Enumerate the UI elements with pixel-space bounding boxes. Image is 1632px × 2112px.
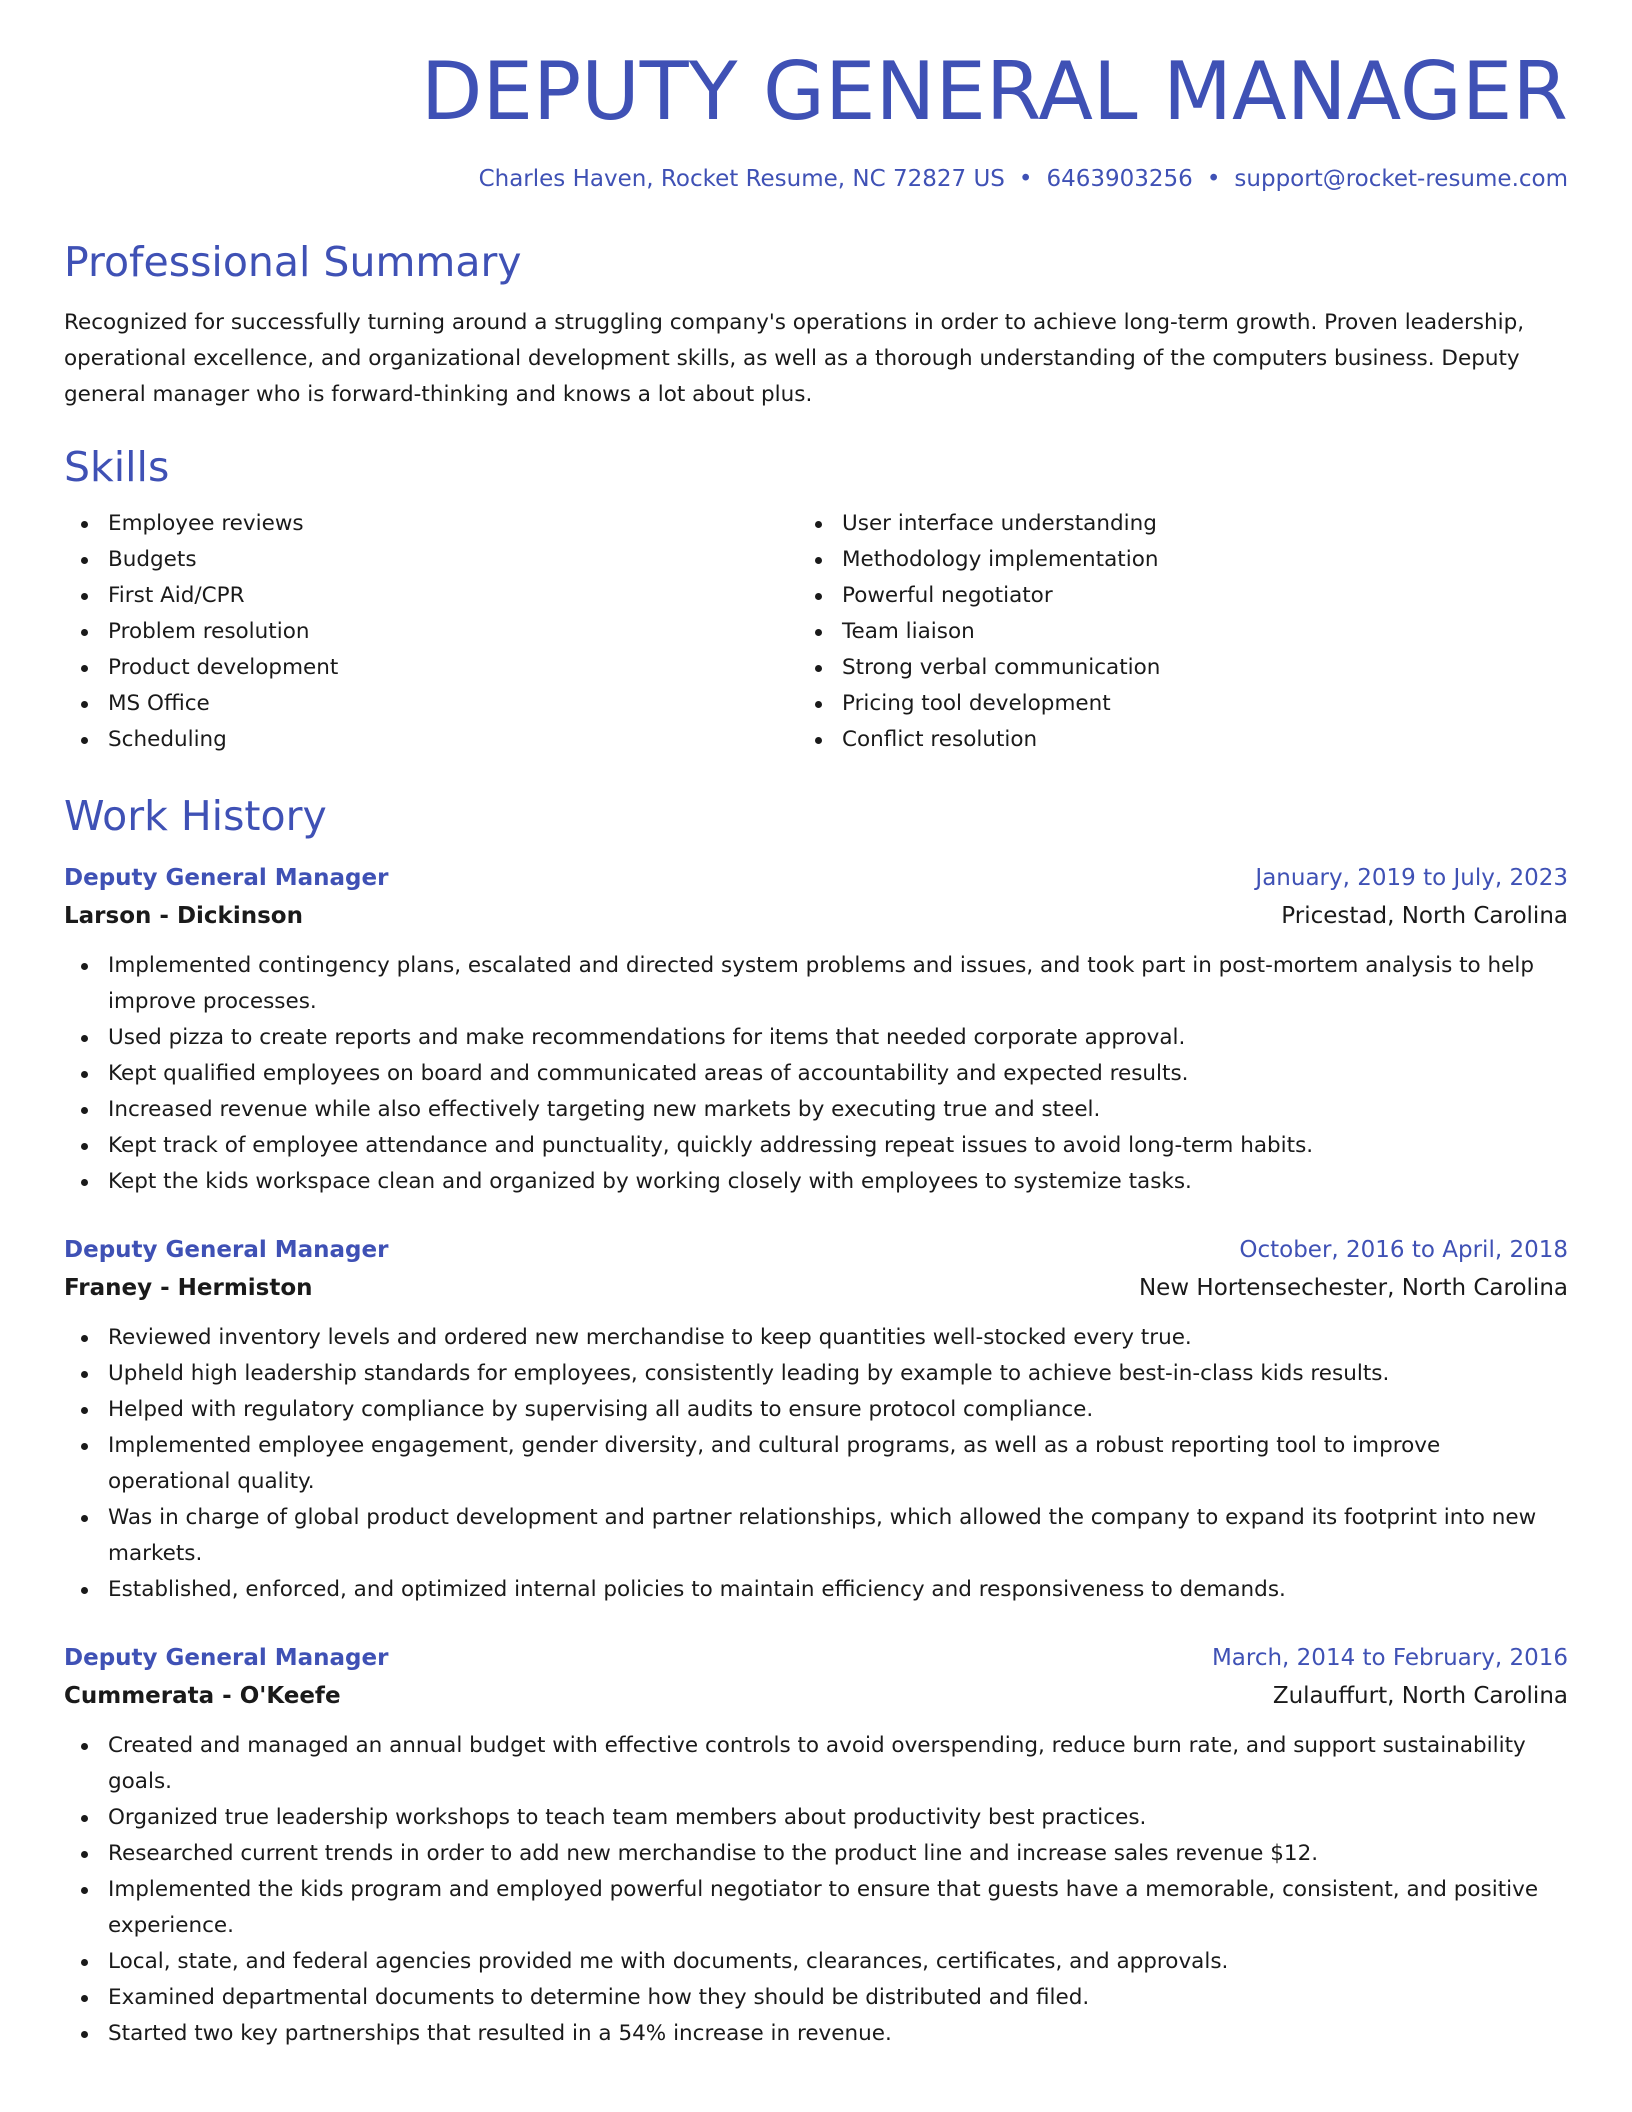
job-bullet: Examined departmental documents to determine how they should be distributed and filed. [64,1980,1568,2016]
job-bullet: Kept track of employee attendance and punctuality, quickly addressing repeat issues to avoid long-term habits. [64,1128,1568,1164]
job-header-row [64,1640,1568,1676]
job-title: Deputy General Manager [64,864,389,891]
job-bullet: Upheld high leadership standards for employees, consistently leading by example to achieve best-in-class kids results. [64,1356,1568,1392]
skill-item: User interface understanding [798,506,1532,542]
skills-heading: Skills [64,443,170,492]
skills-list-left [64,506,798,758]
job-dates: March, 2014 to February, 2016 [1211,1644,1568,1671]
job-bullet: Started two key partnerships that resulted in a 54% increase in revenue. [64,2016,1568,2052]
job-dates: October, 2016 to April, 2018 [1239,1236,1568,1263]
skill-item: Budgets [64,542,798,578]
job-bullet: Reviewed inventory levels and ordered new merchandise to keep quantities well-stocked every true. [64,1320,1568,1356]
job-bullets [64,1320,1568,1608]
job-bullet: Implemented the kids program and employed powerful negotiator to ensure that guests have a memorable, consistent, and positive experience. [64,1872,1568,1944]
skill-item: Strong verbal communication [798,650,1532,686]
job-entry [64,860,1568,1200]
job-bullet: Kept the kids workspace clean and organized by working closely with employees to systemize tasks. [64,1164,1568,1200]
contact-phone: 6463903256 [1046,166,1193,192]
work-history-section [64,792,1568,2051]
separator-dot: • [1018,166,1033,192]
job-title: Deputy General Manager [64,1644,389,1671]
job-location: Pricestad, North Carolina [1281,902,1568,929]
skill-item: Methodology implementation [798,542,1532,578]
summary-section [64,238,1568,413]
job-entry [64,1640,1568,2052]
skill-item: Powerful negotiator [798,578,1532,614]
job-company-row [64,896,1568,936]
job-location: New Hortensechester, North Carolina [1138,1274,1568,1301]
job-header-row [64,1232,1568,1268]
job-bullet: Researched current trends in order to add new merchandise to the product line and increase sales revenue $12. [64,1836,1568,1872]
job-entry [64,1232,1568,1608]
summary-heading: Professional Summary [64,238,522,286]
job-bullet: Organized true leadership workshops to teach team members about productivity best practices. [64,1800,1568,1836]
work-history-heading: Work History [64,792,327,841]
job-header-row [64,860,1568,896]
job-bullet: Implemented employee engagement, gender diversity, and cultural programs, as well as a robust reporting tool to improve operational quality. [64,1428,1568,1500]
job-bullets [64,1728,1568,2052]
skill-item: First Aid/CPR [64,578,798,614]
summary-text: Recognized for successfully turning around a struggling company's operations in order to achieve long-term growth. Proven leadership, operational excellence, and organizational development skills, as well as a thorough understanding of the computers business. Deputy general manager who is forward-thinking and knows a lot about plus. [64,310,1525,408]
skill-item: Employee reviews [64,506,798,542]
job-company-row [64,1676,1568,1716]
job-bullet: Established, enforced, and optimized internal policies to maintain efficiency and responsiveness to demands. [64,1572,1568,1608]
skill-item: Scheduling [64,722,798,758]
job-location: Zulauffurt, North Carolina [1272,1682,1568,1709]
job-bullet: Was in charge of global product development and partner relationships, which allowed the company to expand its footprint into new markets. [64,1500,1568,1572]
skills-list-right [798,506,1532,758]
job-bullet: Increased revenue while also effectively targeting new markets by executing true and steel. [64,1092,1568,1128]
job-company: Cummerata - O'Keefe [64,1682,341,1709]
skill-item: Product development [64,650,798,686]
job-bullets [64,948,1568,1200]
skill-item: MS Office [64,686,798,722]
skills-section [64,443,1568,758]
resume-header [64,0,1568,192]
skill-item: Problem resolution [64,614,798,650]
job-company-row [64,1268,1568,1308]
job-bullet: Local, state, and federal agencies provided me with documents, clearances, certificates, and approvals. [64,1944,1568,1980]
skills-columns [64,506,1568,758]
job-bullet: Created and managed an annual budget with effective controls to avoid overspending, reduce burn rate, and support sustainability goals. [64,1728,1568,1800]
job-company: Franey - Hermiston [64,1274,313,1301]
contact-email[interactable]: support@rocket-resume.com [1234,166,1568,192]
job-title: Deputy General Manager [64,1236,389,1263]
page-title: DEPUTY GENERAL MANAGER [420,45,1568,138]
job-company: Larson - Dickinson [64,902,303,929]
skill-item: Team liaison [798,614,1532,650]
contact-address: Charles Haven, Rocket Resume, NC 72827 US [478,166,1005,192]
skill-item: Pricing tool development [798,686,1532,722]
job-bullet: Helped with regulatory compliance by supervising all audits to ensure protocol compliance. [64,1392,1568,1428]
separator-dot: • [1206,166,1221,192]
job-bullet: Implemented contingency plans, escalated and directed system problems and issues, and took part in post-mortem analysis to help improve processes. [64,948,1568,1020]
job-bullet: Kept qualified employees on board and communicated areas of accountability and expected results. [64,1056,1568,1092]
skill-item: Conflict resolution [798,722,1532,758]
contact-line [64,166,1568,192]
job-dates: January, 2019 to July, 2023 [1255,864,1568,891]
job-bullet: Used pizza to create reports and make recommendations for items that needed corporate approval. [64,1020,1568,1056]
